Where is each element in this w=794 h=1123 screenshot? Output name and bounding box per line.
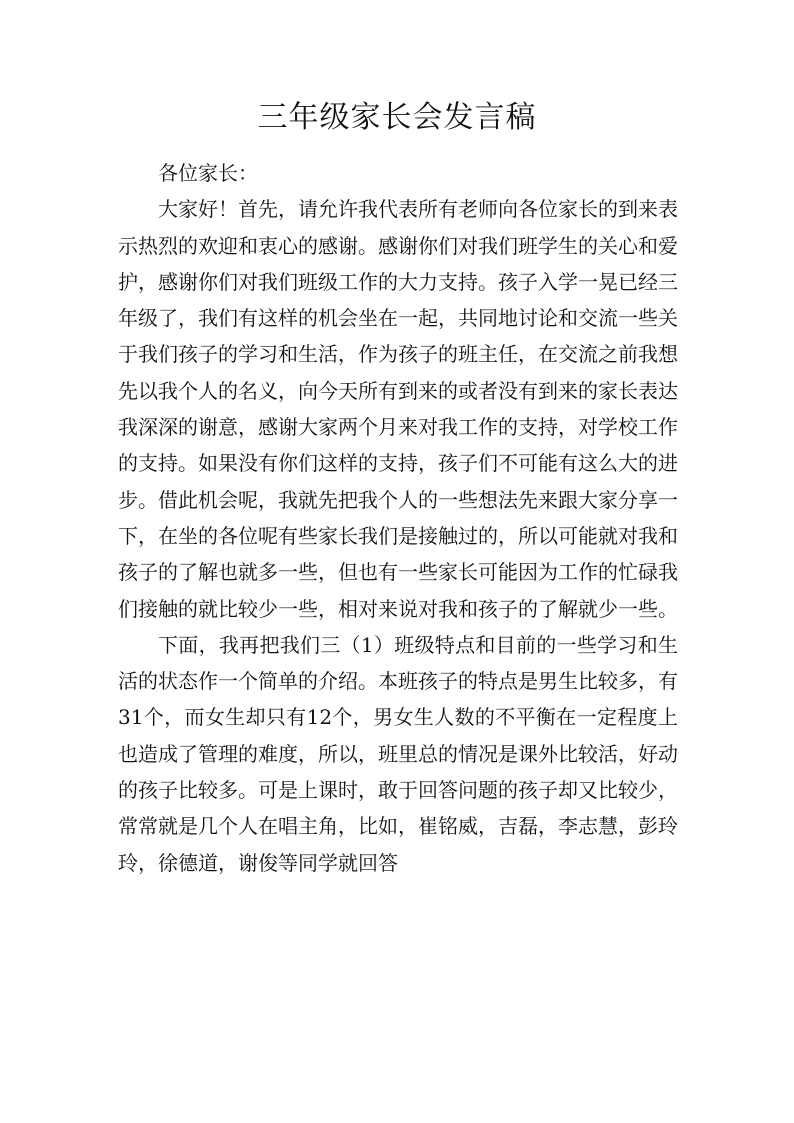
paragraph-2: 下面，我再把我们三（1）班级特点和目前的一些学习和生活的状态作一个简单的介绍。本班孩子的特点是男生比较多，有31个，而女生却只有12个，男女生人数的不平衡在一定程度上也造成了管理的难度，所以，班里总的情况是课外比较活，好动的孩子比较多。可是上课时，敢于回答问题的孩子却又比较少，常常就是几个人在唱主角，比如，崔铭威，吉磊，李志慧，彭玲玲，徐德道，谢俊等同学就回答 xyxy=(118,632,678,875)
document-title: 三年级家长会发言稿 xyxy=(257,100,537,135)
greeting: 各位家长： xyxy=(158,161,258,185)
paragraph-1: 大家好！首先，请允许我代表所有老师向各位家长的到来表示热烈的欢迎和衷心的感谢。感谢你们对我们班学生的关心和爱护，感谢你们对我们班级工作的大力支持。孩子入学一晃已经三年级了，我们有这样的机会坐在一起，共同地讨论和交流一些关于我们孩子的学习和生活，作为孩子的班主任，在交流之前我想先以我个人的名义，向今天所有到来的或者没有到来的家长表达我深深的谢意，感谢大家两个月来对我工作的支持，对学校工作的支持。如果没有你们这样的支持，孩子们不可能有这么大的进步。借此机会呢，我就先把我个人的一些想法先来跟大家分享一下，在坐的各位呢有些家长我们是接触过的，所以可能就对我和孩子的了解也就多一些，但也有一些家长可能因为工作的忙碌我们接触的就比较少一些，相对来说对我和孩子的了解就少一些。 xyxy=(118,197,678,621)
document-body xyxy=(118,155,678,881)
